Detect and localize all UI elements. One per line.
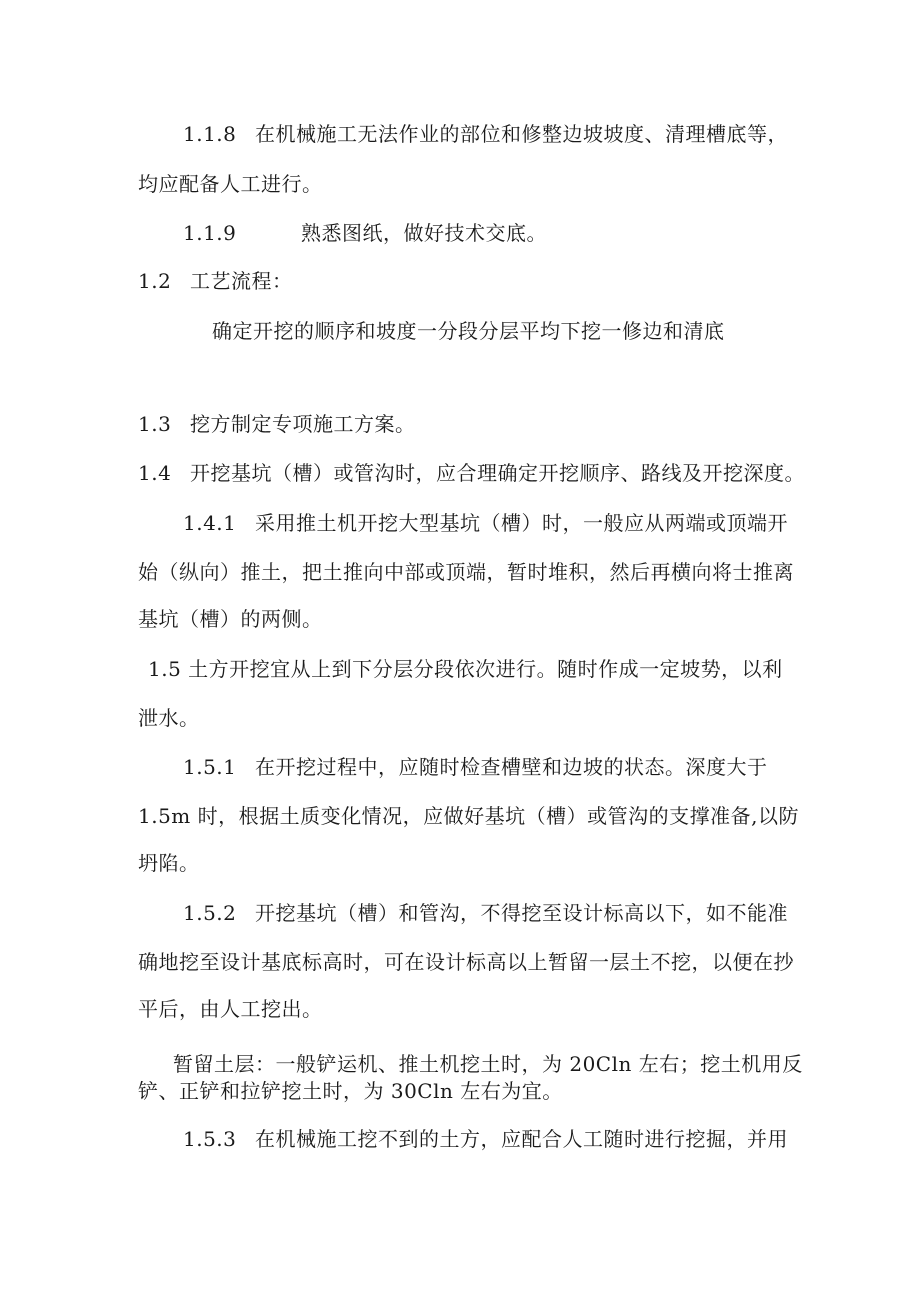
section-1-4-1-line-2	[138, 558, 794, 586]
paragraph-text: 开挖基坑（槽）或管沟时，应合理确定开挖顺序、路线及开挖深度。	[190, 461, 805, 485]
section-1-5-2-line-2	[138, 948, 794, 976]
section-number: 1.1.8	[183, 122, 237, 146]
section-number: 1.3	[138, 412, 172, 436]
paragraph-text: 铲、正铲和拉铲挖土时，为 30Cln 左右为宜。	[138, 1079, 563, 1103]
paragraph-text: 泄水。	[138, 706, 200, 730]
paragraph-text: 基坑（槽）的两侧。	[138, 607, 323, 631]
section-1-1-8-line-2	[138, 170, 323, 198]
paragraph-text: 挖方制定专项施工方案。	[190, 412, 416, 436]
paragraph-text: 均应配备人工进行。	[138, 172, 323, 196]
section-number: 1.4	[138, 461, 172, 485]
paragraph-text: 在机械施工挖不到的土方，应配合人工随时进行挖掘，并用	[255, 1127, 788, 1151]
section-1-5-1-line-3	[138, 849, 200, 877]
paragraph-text: 熟悉图纸，做好技术交底。	[301, 221, 547, 245]
flow-text: 确定开挖的顺序和坡度一分段分层平均下挖一修边和清底	[212, 319, 725, 343]
paragraph-text: 坍陷。	[138, 851, 200, 875]
paragraph-text: 1.5 土方开挖宜从上到下分层分段依次进行。随时作成一定坡势，以利	[148, 657, 783, 681]
paragraph-text: 开挖基坑（槽）和管沟，不得挖至设计标高以下，如不能准	[255, 901, 788, 925]
paragraph-text: 在机械施工无法作业的部位和修整边坡坡度、清理槽底等，	[255, 122, 788, 146]
section-1-5-3-line-1	[183, 1125, 788, 1153]
section-1-5-2-line-1	[183, 899, 788, 927]
paragraph-text: 确地挖至设计基底标高时，可在设计标高以上暂留一层土不挖，以便在抄	[138, 950, 794, 974]
section-1-3	[138, 410, 416, 438]
section-1-5-line-1	[148, 655, 783, 683]
section-1-2-heading	[138, 267, 293, 295]
paragraph-text: 1.5m 时，根据土质变化情况，应做好基坑（槽）或管沟的支撑准备,以防	[138, 804, 799, 828]
paragraph-text: 在开挖过程中，应随时检查槽壁和边坡的状态。深度大于	[255, 755, 768, 779]
section-number: 1.2	[138, 269, 172, 293]
section-1-5-2-line-3	[138, 995, 323, 1023]
section-number: 1.5.1	[183, 755, 237, 779]
heading-text: 工艺流程：	[190, 269, 293, 293]
section-number: 1.4.1	[183, 511, 237, 535]
section-1-1-9	[183, 219, 547, 247]
section-1-5-line-2	[138, 704, 200, 732]
section-number: 1.1.9	[183, 221, 237, 245]
section-1-5-1-line-1	[183, 753, 768, 781]
temporary-soil-note-line-1	[173, 1050, 803, 1078]
temporary-soil-note-line-2	[138, 1077, 563, 1105]
section-1-4-1-line-1	[183, 509, 788, 537]
section-number: 1.5.2	[183, 901, 237, 925]
section-1-4	[138, 459, 805, 487]
paragraph-text: 采用推土机开挖大型基坑（槽）时，一般应从两端或顶端开	[255, 511, 788, 535]
section-1-4-1-line-3	[138, 605, 323, 633]
paragraph-text: 始（纵向）推土，把土推向中部或顶端，暂时堆积，然后再横向将士推离	[138, 560, 794, 584]
process-flow	[212, 317, 725, 345]
paragraph-text: 平后，由人工挖出。	[138, 997, 323, 1021]
section-1-5-1-line-2	[138, 802, 799, 830]
section-1-1-8-line-1	[183, 120, 788, 148]
paragraph-text: 暂留土层：一般铲运机、推土机挖土时，为 20Cln 左右；挖土机用反	[173, 1052, 803, 1076]
section-number: 1.5.3	[183, 1127, 237, 1151]
